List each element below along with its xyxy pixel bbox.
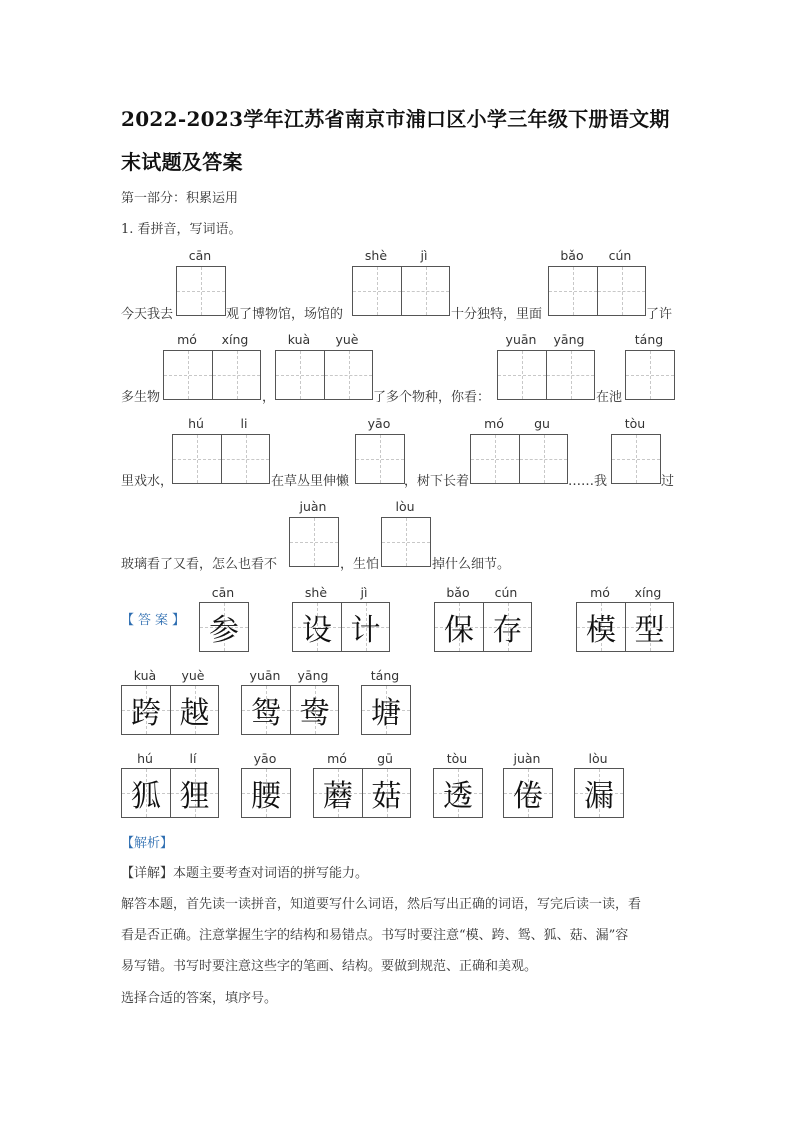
pinyin-she: shè (364, 248, 388, 263)
answer-char: 存 (492, 613, 523, 648)
section-heading: 第一部分：积累运用 (121, 191, 239, 206)
answer-pinyin-hu: hú (137, 751, 153, 766)
write-box-tou[interactable] (611, 434, 661, 484)
passage-text: 了许 (646, 307, 673, 322)
explanation-line: 看是否正确。注意掌握生字的结构和易错点。书写时要注意“模、跨、鸳、狐、菇、漏”容 (121, 928, 629, 943)
answer-char: 倦 (513, 779, 543, 814)
pinyin-kua: kuà (287, 332, 311, 347)
answer-pinyin-tang: táng (370, 668, 400, 683)
answer-box-mogu (313, 768, 411, 818)
answer-label: 【答案】 (121, 613, 190, 628)
passage-text: 在池 (596, 390, 623, 405)
passage-text: 过 (661, 474, 675, 489)
passage-text: 掉什么细节。 (432, 557, 511, 572)
answer-box-kuayue (121, 685, 219, 735)
pinyin-cun: cún (608, 248, 632, 263)
pinyin-yue: yuè (335, 332, 359, 347)
pinyin-gu: gu (534, 416, 550, 431)
pinyin-lou: lòu (395, 499, 415, 514)
answer-box-yao (241, 768, 291, 818)
answer-char: 越 (179, 696, 210, 731)
write-box-can[interactable] (176, 266, 226, 316)
pinyin-yang: yāng (553, 332, 585, 347)
answer-char: 透 (443, 779, 473, 814)
explanation-line: 易写错。书写时要注意这些字的笔画、结构。要做到规范、正确和美观。 (121, 959, 538, 974)
pinyin-tou: tòu (624, 416, 646, 431)
page-title-line2: 末试题及答案 (121, 150, 243, 174)
answer-pinyin-gu: gū (377, 751, 393, 766)
answer-pinyin-yuan: yuān (249, 668, 281, 683)
pinyin-yao: yāo (367, 416, 391, 431)
answer-box-juan (503, 768, 553, 818)
passage-text: 多生物 (121, 390, 161, 405)
write-box-sheji[interactable] (352, 266, 450, 316)
answer-char: 参 (209, 613, 239, 648)
passage-text: ，生怕 (340, 557, 380, 572)
next-question-text: 选择合适的答案，填序号。 (121, 991, 278, 1006)
passage-text: ， (262, 390, 276, 405)
passage-text: 里戏水， (121, 474, 174, 489)
pinyin-mo: mó (177, 332, 197, 347)
passage-text: 十分独特，里面 (451, 307, 543, 322)
answer-char: 跨 (131, 696, 161, 731)
pinyin-yuan: yuān (505, 332, 537, 347)
pinyin-tang: táng (634, 332, 664, 347)
answer-pinyin-mo: mó (590, 585, 610, 600)
answer-char: 腰 (251, 779, 281, 814)
answer-char: 计 (350, 613, 381, 648)
answer-char: 狸 (179, 779, 210, 814)
answer-pinyin-lou: lòu (588, 751, 608, 766)
answer-char: 鸳 (251, 696, 281, 731)
answer-char: 模 (586, 613, 616, 648)
passage-text: 今天我去 (121, 307, 174, 322)
write-box-kuayue[interactable] (275, 350, 373, 400)
pinyin-xing: xíng (221, 332, 249, 347)
answer-char: 漏 (584, 779, 614, 814)
passage-text: ……我 (568, 474, 608, 489)
passage-text: 玻璃看了又看，怎么也看不 (121, 557, 278, 572)
answer-box-sheji (292, 602, 390, 652)
answer-pinyin-xing: xíng (634, 585, 662, 600)
answer-char: 菇 (371, 779, 402, 814)
detail-text: 【详解】本题主要考查对词语的拼写能力。 (121, 866, 369, 881)
answer-box-lou (574, 768, 624, 818)
write-box-yuanyang[interactable] (497, 350, 595, 400)
page-title: 2022-2023学年江苏省南京市浦口区小学三年级下册语文期 (121, 107, 670, 131)
analysis-label: 【解析】 (121, 836, 174, 851)
answer-char: 型 (634, 613, 665, 648)
write-box-tang[interactable] (625, 350, 675, 400)
passage-text: ，树下长着 (404, 474, 470, 489)
write-box-lou[interactable] (381, 517, 431, 567)
answer-box-can (199, 602, 249, 652)
answer-char: 塘 (371, 696, 401, 731)
answer-pinyin-yao: yāo (253, 751, 277, 766)
answer-box-moxing (576, 602, 674, 652)
answer-pinyin-cun: cún (494, 585, 518, 600)
write-box-moxing[interactable] (163, 350, 261, 400)
question-1: 1. 看拼音，写词语。 (121, 222, 242, 237)
answer-pinyin-kua: kuà (133, 668, 157, 683)
answer-char: 鸯 (299, 696, 330, 731)
answer-box-huli (121, 768, 219, 818)
pinyin-li: li (240, 416, 248, 431)
pinyin-juan: juàn (299, 499, 327, 514)
answer-pinyin-mo: mó (327, 751, 347, 766)
pinyin-can: cān (188, 248, 212, 263)
pinyin-bao: bǎo (560, 248, 584, 263)
write-box-yao[interactable] (355, 434, 405, 484)
write-box-mogu[interactable] (470, 434, 568, 484)
answer-pinyin-tou: tòu (446, 751, 468, 766)
write-box-juan[interactable] (289, 517, 339, 567)
answer-char: 保 (444, 613, 474, 648)
answer-box-yuanyang (241, 685, 339, 735)
answer-pinyin-bao: bǎo (446, 585, 470, 600)
passage-text: 观了博物馆，场馆的 (226, 307, 344, 322)
answer-pinyin-li: lí (189, 751, 197, 766)
pinyin-hu: hú (188, 416, 204, 431)
answer-pinyin-can: cān (211, 585, 235, 600)
passage-text: 在草丛里伸懒 (271, 474, 350, 489)
answer-char: 蘑 (323, 779, 353, 814)
answer-char: 狐 (131, 779, 161, 814)
answer-box-tou (433, 768, 483, 818)
write-box-huli[interactable] (172, 434, 270, 484)
answer-pinyin-ji: jì (360, 585, 368, 600)
answer-pinyin-she: shè (304, 585, 328, 600)
passage-text: 了多个物种，你看： (373, 390, 491, 405)
answer-box-tang (361, 685, 411, 735)
answer-pinyin-yang: yāng (297, 668, 329, 683)
answer-box-baocun (434, 602, 532, 652)
pinyin-mo: mó (484, 416, 504, 431)
explanation-line: 解答本题，首先读一读拼音，知道要写什么词语，然后写出正确的词语，写完后读一读，看 (121, 897, 642, 912)
write-box-baocun[interactable] (548, 266, 646, 316)
answer-pinyin-yue: yuè (181, 668, 205, 683)
pinyin-ji: jì (420, 248, 428, 263)
answer-char: 设 (302, 613, 332, 648)
answer-pinyin-juan: juàn (513, 751, 541, 766)
